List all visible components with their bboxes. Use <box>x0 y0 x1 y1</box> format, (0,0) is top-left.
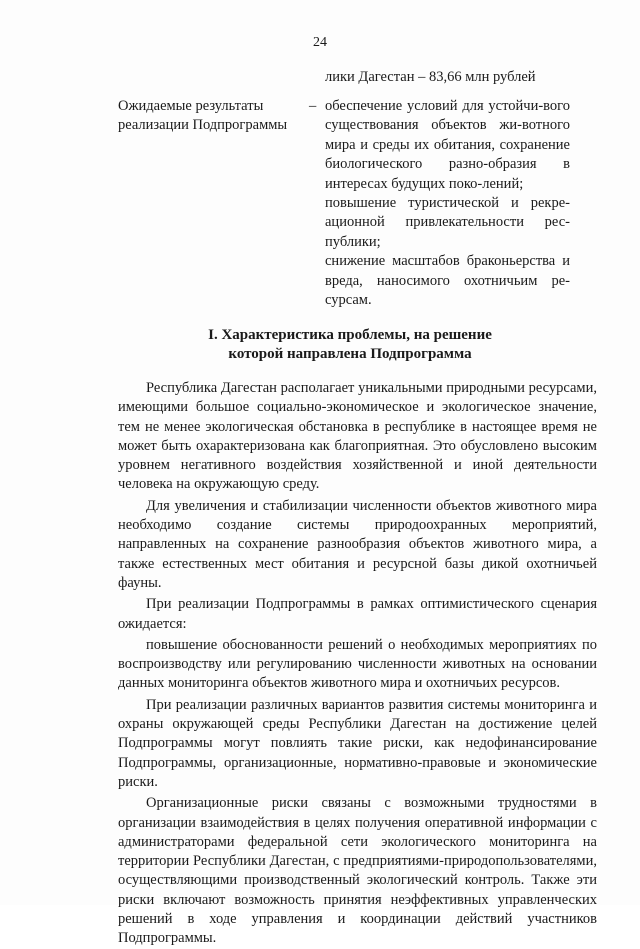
body-paragraph: повышение обоснованности решений о необходимых мероприятиях по воспроизводству или регулированию численности животных на основании данных мониторинга объектов животного мира и охотничьих ресурсов. <box>118 636 597 692</box>
passport-carryover-line: лики Дагестан – 83,66 млн рублей <box>325 69 536 85</box>
section-heading-line: которой направлена Подпрограмма <box>228 346 472 362</box>
body-paragraph: Для увеличения и стабилизации численности объектов животного мира необходимо создание системы природоохранных мероприятий, направленных на сохранение разнообразия объектов животного мира, а также естественных мест обитания и ресурсной базы дикой охотничьей фауны. <box>118 497 597 591</box>
passport-value-item: повышение туристической и рекре-ационной привлекательности рес-публики; <box>325 195 570 250</box>
passport-dash: – <box>309 98 317 114</box>
passport-expected-results-row <box>118 97 570 307</box>
passport-value <box>325 97 570 310</box>
page-number: 24 <box>313 35 327 50</box>
section-heading <box>120 326 580 364</box>
passport-value-item: снижение масштабов браконьерства и вреда, наносимого охотничьим ре-сурсам. <box>325 253 570 309</box>
body-paragraph: При реализации различных вариантов развития системы мониторинга и охраны окружающей среды Республики Дагестан на достижение целей Подпрограммы могут повлиять такие риски, как недофинансирование Подпрограммы, организационные, нормативно-правовые и экономические риски. <box>118 696 597 790</box>
passport-value-item: обеспечение условий для устойчи-вого существования объектов жи-вотного мира и среды их обитания, сохранение биологического разно-образия в интересах будущих поко-лений; <box>325 98 570 192</box>
body-paragraph: Организационные риски связаны с возможными трудностями в организации взаимодействия в целях получения оперативной информации с администраторами федеральной сети экологического мониторинга на территории Республики Дагестан, с предприятиями-природопользователями, осуществляющими производственный экологический контроль. Также эти риски включают возможность принятия неэффективных управленческих решений в ходе управления и координации действий участников Подпрограммы. <box>118 795 597 947</box>
section-heading-line: I. Характеристика проблемы, на решение <box>208 327 492 343</box>
passport-label-line: реализации Подпрограммы <box>118 117 288 134</box>
section-body <box>118 379 597 949</box>
passport-label <box>118 97 308 136</box>
passport-label-line: Ожидаемые результаты <box>118 98 264 114</box>
body-paragraph: Республика Дагестан располагает уникальными природными ресурсами, имеющими большое социально-экономическое и экологическое значение, тем не менее экологическая обстановка в республике в настоящее время не может быть охарактеризована как благоприятная. Это обусловлено высоким уровнем негативного воздействия хозяйственной и иной деятельности человека на окружающую среду. <box>118 380 597 493</box>
body-paragraph: При реализации Подпрограммы в рамках оптимистического сценария ожидается: <box>118 596 597 632</box>
